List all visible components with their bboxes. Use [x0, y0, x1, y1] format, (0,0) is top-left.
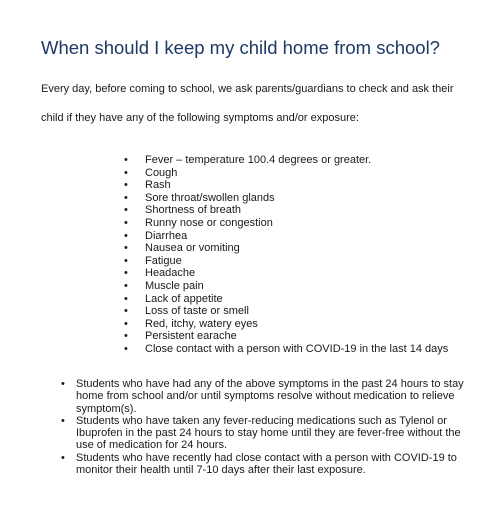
bullet-icon: • [124, 292, 128, 305]
list-item [124, 192, 448, 205]
list-item [124, 280, 448, 293]
bullet-icon: • [124, 242, 128, 255]
symptom-text: Muscle pain [145, 279, 204, 292]
bullet-icon: • [124, 229, 128, 242]
symptom-text: Close contact with a person with COVID-19 in the last 14 days [145, 342, 449, 355]
bullet-icon: • [124, 254, 128, 267]
bullet-icon: • [124, 179, 128, 192]
symptom-text: Shortness of breath [145, 204, 242, 217]
bullet-icon: • [124, 317, 128, 330]
symptom-text: Sore throat/swollen glands [145, 191, 275, 204]
symptom-text: Red, itchy, watery eyes [145, 317, 258, 330]
bullet-icon: • [61, 414, 65, 427]
list-item [124, 267, 448, 280]
list-item [61, 415, 481, 452]
symptom-text: Diarrhea [145, 229, 188, 242]
symptom-list [124, 154, 448, 356]
bullet-icon: • [124, 204, 128, 217]
list-item [61, 452, 481, 477]
bullet-icon: • [124, 279, 128, 292]
symptom-text: Headache [145, 267, 196, 280]
bullet-icon: • [124, 305, 128, 318]
bullet-icon: • [124, 191, 128, 204]
bullet-icon: • [124, 166, 128, 179]
bullet-icon: • [124, 267, 128, 280]
bullet-icon: • [124, 330, 128, 343]
list-item [61, 378, 481, 415]
intro-paragraph-line-2: child if they have any of the following symptoms and/or exposure: [41, 112, 359, 124]
list-item [124, 204, 448, 217]
bullet-icon: • [61, 451, 65, 464]
page-title: When should I keep my child home from school? [41, 37, 440, 58]
symptom-text: Persistent earache [145, 330, 237, 343]
list-item [124, 154, 448, 167]
list-item [124, 318, 448, 331]
bullet-icon: • [124, 342, 128, 355]
list-item [124, 217, 448, 230]
list-item [124, 167, 448, 180]
symptom-text: Runny nose or congestion [145, 216, 273, 229]
bullet-icon: • [124, 154, 128, 166]
bullet-icon: • [124, 216, 128, 229]
symptom-text: Cough [145, 166, 178, 179]
list-item [124, 230, 448, 243]
intro-paragraph-line-1: Every day, before coming to school, we ask parents/guardians to check and ask their [41, 83, 454, 95]
list-item [124, 255, 448, 268]
list-item [124, 343, 448, 356]
list-item [124, 179, 448, 192]
bullet-icon: • [61, 378, 65, 390]
symptom-text: Nausea or vomiting [145, 242, 240, 255]
list-item [124, 305, 448, 318]
symptom-text: Rash [145, 179, 171, 192]
list-item [124, 293, 448, 306]
guidance-text: Students who have had any of the above symptoms in the past 24 hours to stay home from school and/or until symptoms resolve without medication to relieve symptom(s). [76, 378, 464, 415]
symptom-text: Fever – temperature 100.4 degrees or greater. [145, 154, 372, 166]
list-item [124, 242, 448, 255]
symptom-text: Loss of taste or smell [145, 305, 249, 318]
guidance-text: Students who have taken any fever-reducing medications such as Tylenol or Ibuprofen in the past 24 hours to stay home until they are fever-free without the use of medication for 24 hours. [76, 414, 461, 452]
guidance-list [61, 378, 481, 476]
symptom-text: Lack of appetite [145, 292, 223, 305]
list-item [124, 330, 448, 343]
guidance-text: Students who have recently had close contact with a person with COVID-19 to monitor their health until 7-10 days after their last exposure. [76, 451, 457, 477]
symptom-text: Fatigue [145, 254, 182, 267]
